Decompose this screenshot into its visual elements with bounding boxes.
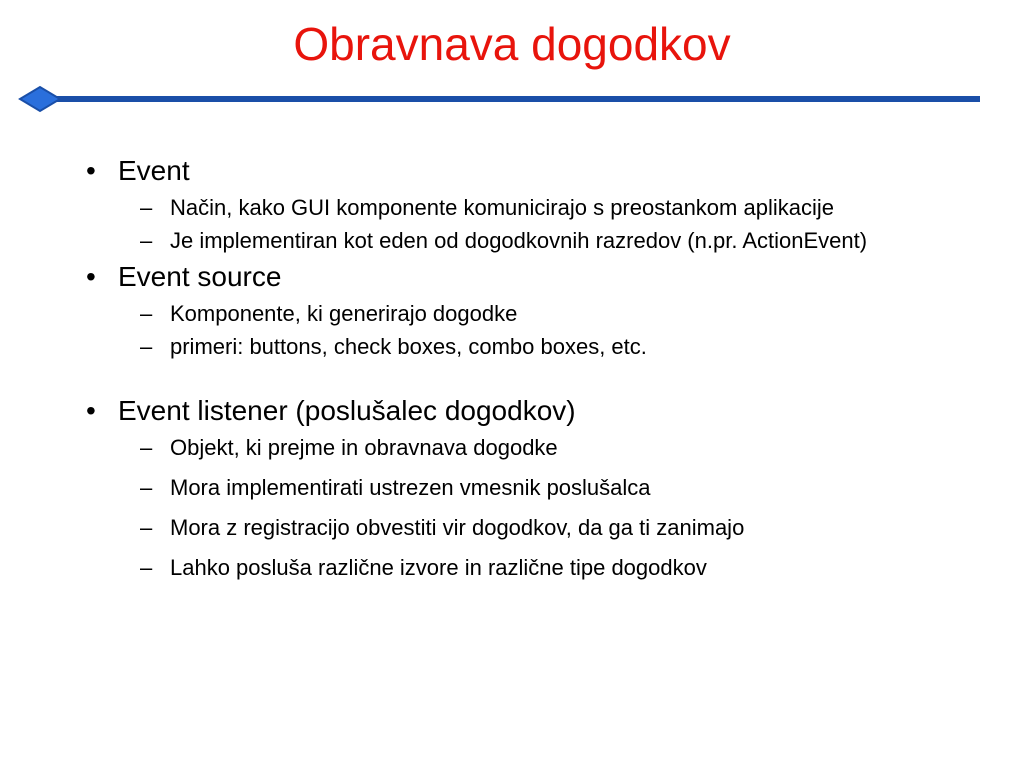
sub-bullet: – Komponente, ki generirajo dogodke <box>128 300 982 327</box>
sub-bullet: – Način, kako GUI komponente komunicirajo s preostankom aplikacije <box>128 194 982 221</box>
bullet-event-listener <box>82 394 982 581</box>
sub-bullet: – Objekt, ki prejme in obravnava dogodke <box>128 434 982 461</box>
title-divider <box>18 84 980 114</box>
sub-bullet-list <box>118 300 982 360</box>
sub-bullet: – Lahko posluša različne izvore in različne tipe dogodkov <box>128 554 982 581</box>
bullet-event <box>82 154 982 254</box>
sub-bullet: – Mora z registracijo obvestiti vir dogodkov, da ga ti zanimajo <box>128 514 982 541</box>
sub-bullet: – primeri: buttons, check boxes, combo boxes, etc. <box>128 333 982 360</box>
sub-bullet-list <box>118 194 982 254</box>
sub-bullet-list <box>118 434 982 581</box>
divider-line <box>40 96 980 102</box>
sub-bullet: – Je implementiran kot eden od dogodkovnih razredov (n.pr. ActionEvent) <box>128 227 982 254</box>
slide-title: Obravnava dogodkov <box>293 18 731 70</box>
bullet-event-source <box>82 260 982 360</box>
sub-bullet: – Mora implementirati ustrezen vmesnik poslušalca <box>128 474 982 501</box>
bullet-text: • Event source <box>118 261 282 292</box>
bullet-text: • Event <box>118 155 190 186</box>
bullet-text: • Event listener (poslušalec dogodkov) <box>118 395 576 426</box>
bullet-list <box>82 148 982 594</box>
diamond-icon <box>20 87 60 111</box>
